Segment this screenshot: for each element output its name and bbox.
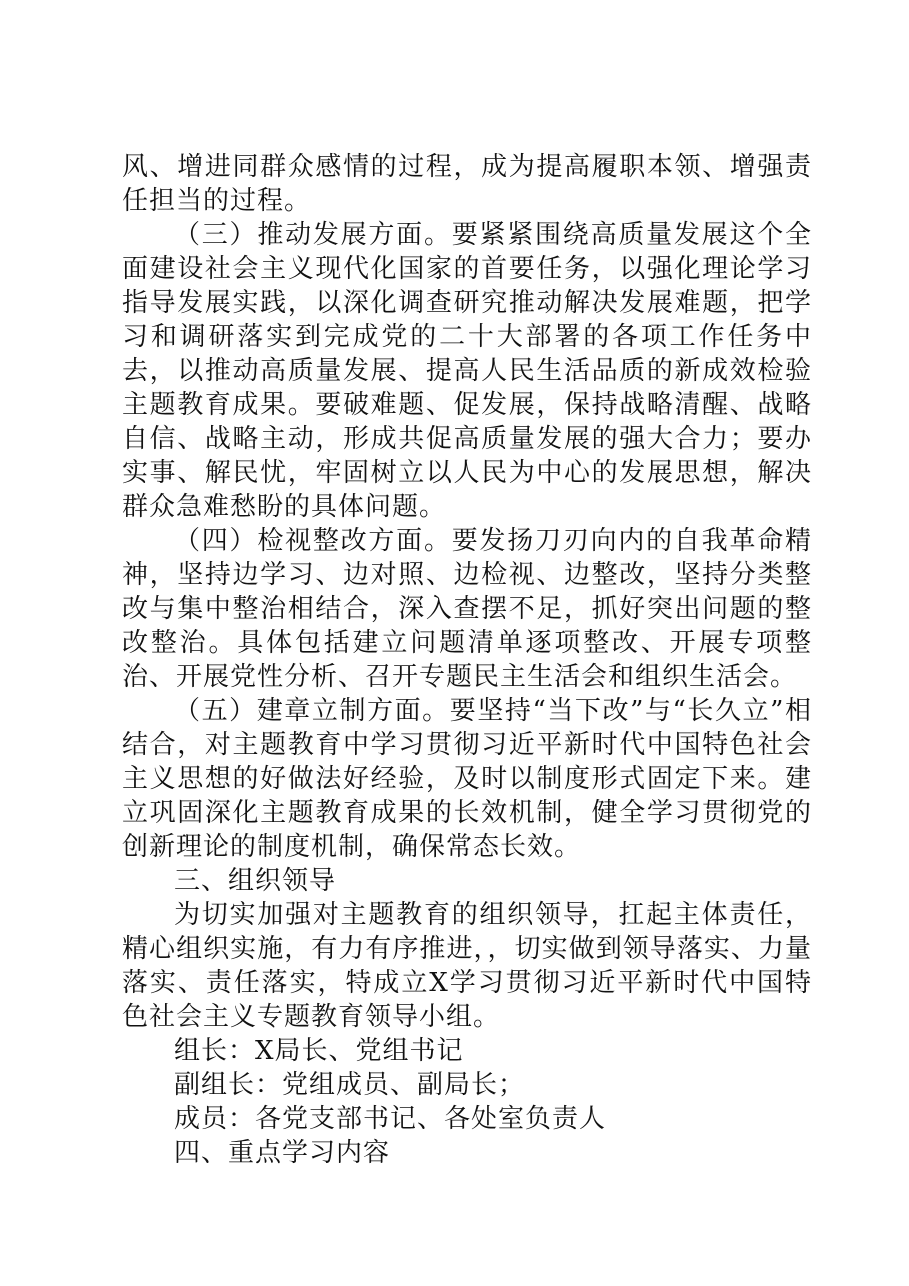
document-body: [122, 150, 812, 1170]
paragraph-5: 为切实加强对主题教育的组织领导，扛起主体责任，精心组织实施，有力有序推进，，切实做到领导落实、力量落实、责任落实，特成立X学习贯彻习近平新时代中国特色社会主义专题教育领导小组。: [122, 900, 812, 1032]
paragraph-2: （三）推动发展方面。要紧紧围绕高质量发展这个全面建设社会主义现代化国家的首要任务，以强化理论学习指导发展实践，以深化调查研究推动解决发展难题，把学习和调研落实到完成党的二十大部署的各项工作任务中去，以推动高质量发展、提高人民生活品质的新成效检验主题教育成果。要破难题、促发展，保持战略清醒、战略自信、战略主动，形成共促高质量发展的强大合力；要办实事、解民忧，牢固树立以人民为中心的发展思想，解决群众急难愁盼的具体问题。: [122, 220, 812, 522]
paragraph-3: （四）检视整改方面。要发扬刀刃向内的自我革命精神，坚持边学习、边对照、边检视、边整改，坚持分类整改与集中整治相结合，深入查摆不足，抓好突出问题的整改整治。具体包括建立问题清单逐项整改、开展专项整治、开展党性分析、召开专题民主生活会和组织生活会。: [122, 526, 812, 692]
members-line: 成员：各党支部书记、各处室负责人: [174, 1104, 607, 1134]
section-heading-3: 三、组织领导: [174, 866, 337, 896]
paragraph-1: 风、增进同群众感情的过程，成为提高履职本领、增强责任担当的过程。: [122, 152, 812, 216]
section-heading-4: 四、重点学习内容: [174, 1138, 391, 1168]
deputy-leader-line: 副组长：党组成员、副局长；: [174, 1070, 526, 1100]
group-leader-line: 组长：X局长、党组书记: [174, 1036, 464, 1066]
paragraph-4: （五）建章立制方面。要坚持“当下改”与“长久立”相结合，对主题教育中学习贯彻习近平新时代中国特色社会主义思想的好做法好经验，及时以制度形式固定下来。建立巩固深化主题教育成果的长效机制，健全学习贯彻党的创新理论的制度机制，确保常态长效。: [122, 696, 812, 862]
